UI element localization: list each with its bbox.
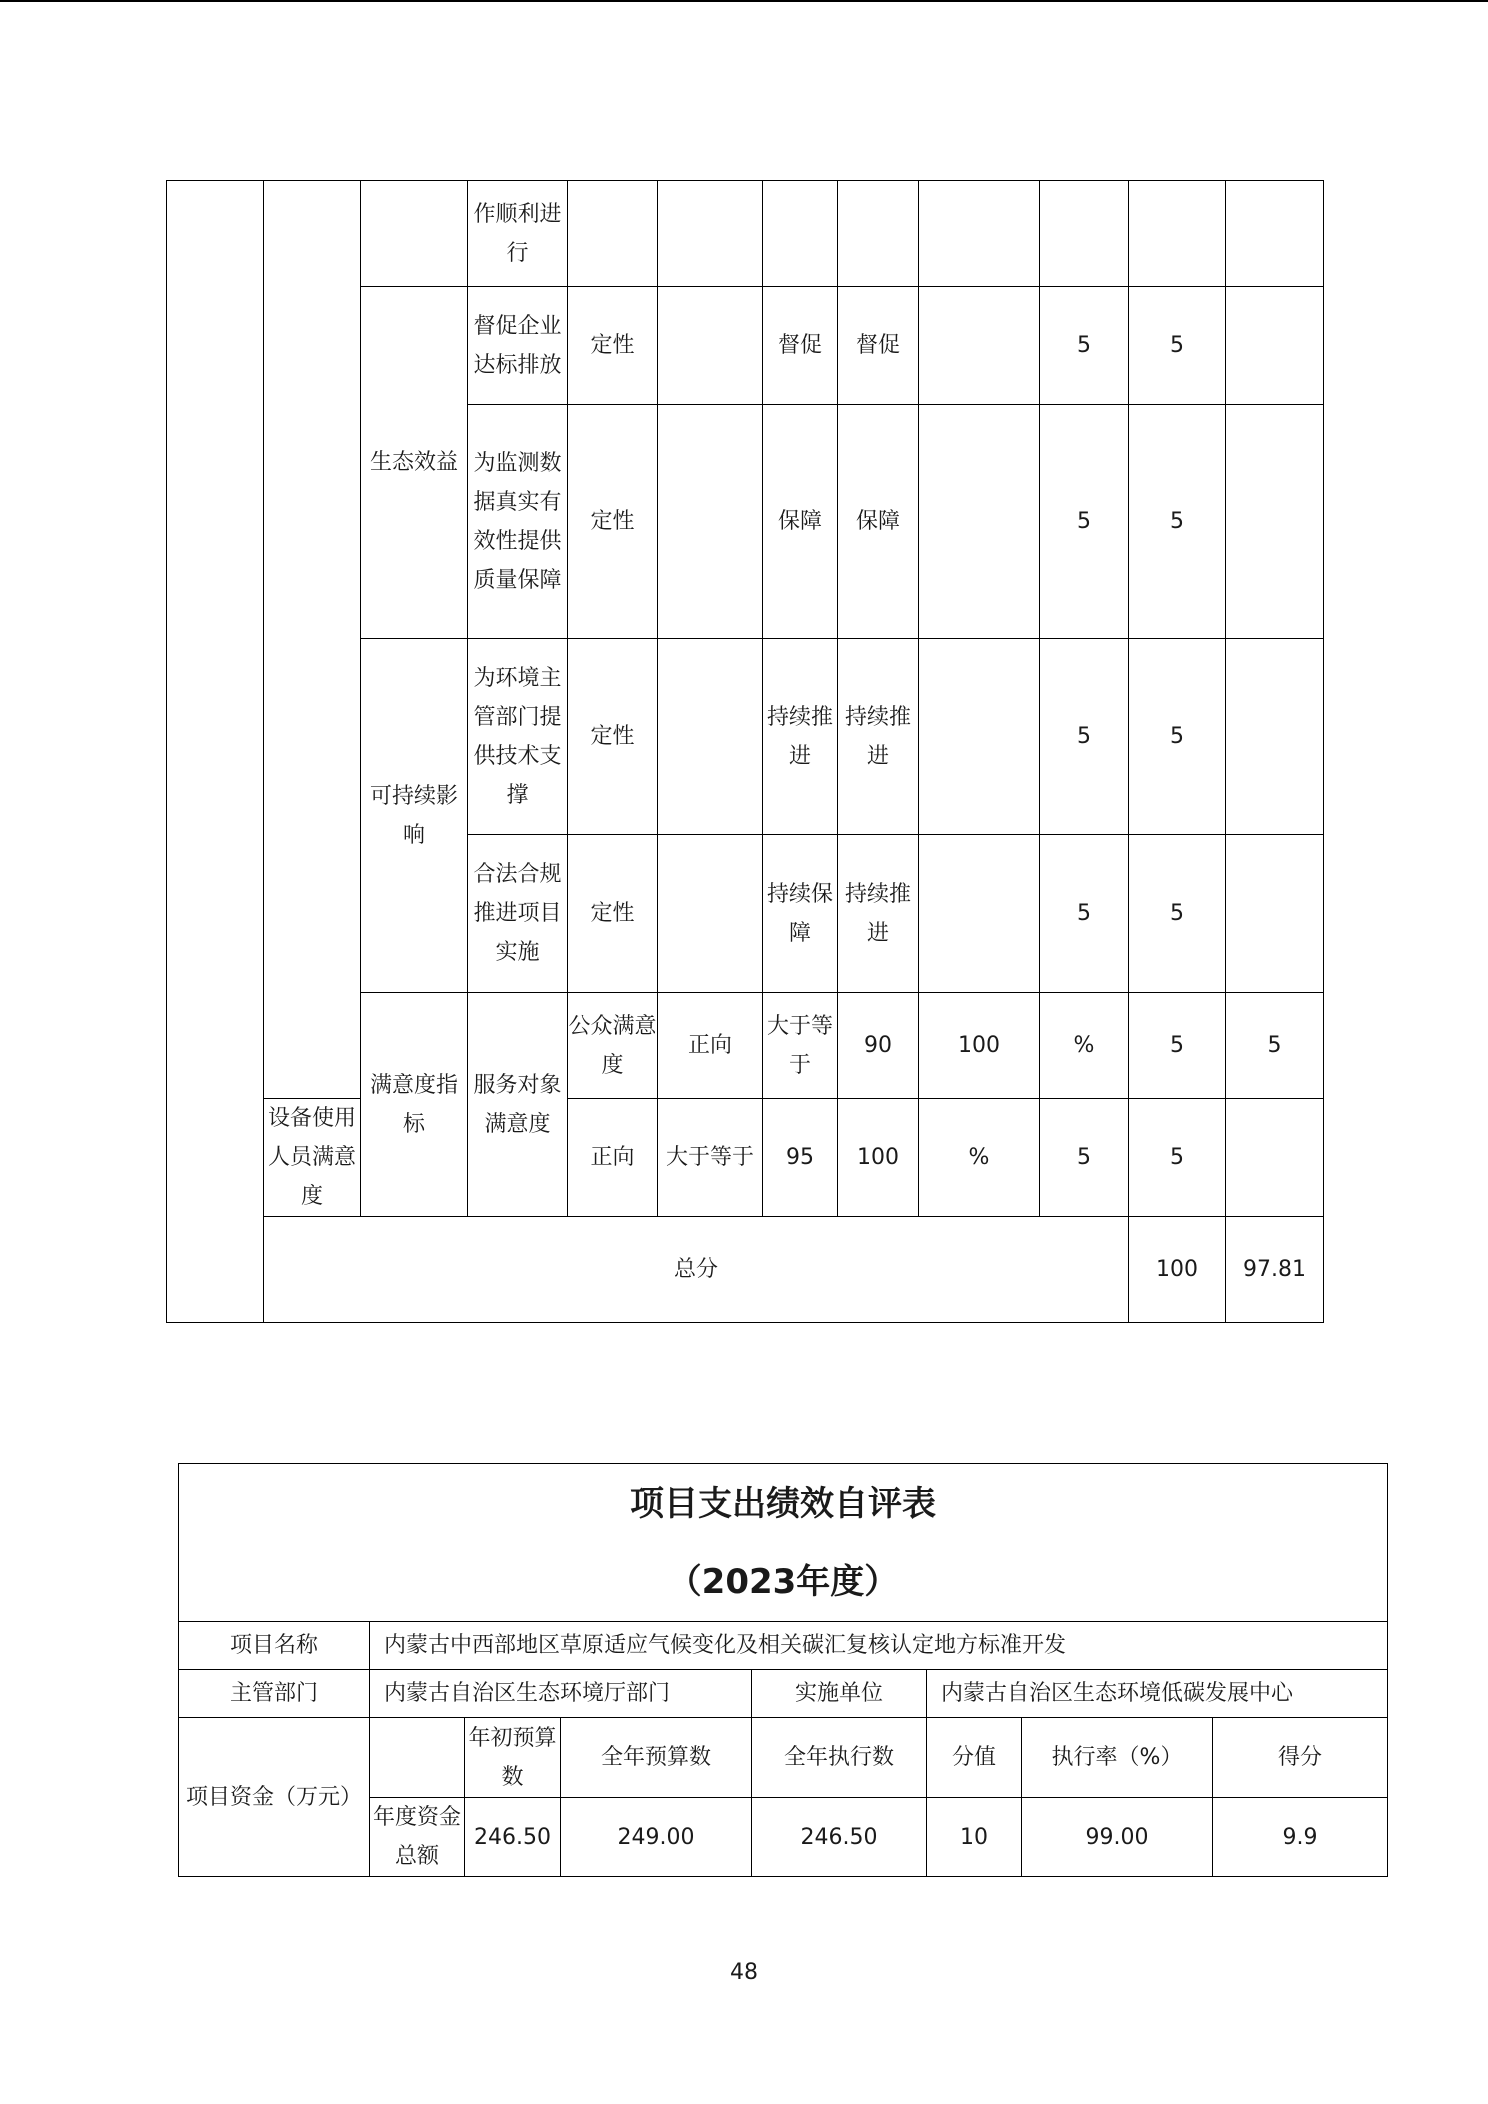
project-name-value: 内蒙古中西部地区草原适应气候变化及相关碳汇复核认定地方标准开发 [370,1622,1388,1670]
value-full: 249.00 [561,1798,752,1877]
page-top-border [0,0,1488,2]
table-row [167,181,1324,287]
value-initial: 246.50 [465,1798,561,1877]
total-weight: 100 [1129,1217,1226,1323]
header-points: 分值 [927,1718,1022,1798]
indicator-cell: 公众满意度 [568,993,658,1099]
indicator-cell: 合法合规推进项目实施 [468,835,568,993]
indicator-cell: 作顺利进行 [468,181,568,287]
category-eco: 生态效益 [361,287,468,639]
table-row: 生态效益 督促企业达标排放 定性 督促 督促 5 5 [167,287,1324,405]
table-row: 满意度指标 服务对象满意度 公众满意度 正向 大于等于 90 100 % 5 5 [167,993,1324,1099]
indicator-cell: 为监测数据真实有效性提供质量保障 [468,405,568,639]
value-rate: 99.00 [1022,1798,1213,1877]
category-satisfaction: 服务对象满意度 [468,993,568,1217]
category-sustain: 可持续影响 [361,639,468,993]
total-score: 97.81 [1226,1217,1324,1323]
header-exec: 全年执行数 [752,1718,927,1798]
indicator-cell: 为环境主管部门提供技术支撑 [468,639,568,835]
value-exec: 246.50 [752,1798,927,1877]
header-initial: 年初预算数 [465,1718,561,1798]
page-number: 48 [730,1960,758,1985]
header-full: 全年预算数 [561,1718,752,1798]
header-rate: 执行率（%） [1022,1718,1213,1798]
level1-cell [167,181,264,1323]
performance-indicator-table [166,180,1324,1323]
impl-label: 实施单位 [752,1670,927,1718]
table-row: 设备使用人员满意度 正向 大于等于 95 100 % 5 5 [167,1099,1324,1217]
level2-cell [264,181,361,1099]
dept-value: 内蒙古自治区生态环境厅部门 [370,1670,752,1718]
title-row [179,1464,1388,1622]
expenditure-self-eval-table [178,1463,1388,1877]
total-label: 总分 [264,1217,1129,1323]
impl-value: 内蒙古自治区生态环境低碳发展中心 [927,1670,1388,1718]
table-row [179,1622,1388,1670]
form-subtitle: （2023年度） [667,1561,899,1602]
table-row: 可持续影响 为环境主管部门提供技术支撑 定性 持续推进 持续推进 5 5 [167,639,1324,835]
value-score: 9.9 [1213,1798,1388,1877]
indicator-cell: 督促企业达标排放 [468,287,568,405]
category-cell [361,181,468,287]
table-row: 为监测数据真实有效性提供质量保障 定性 保障 保障 5 5 [167,405,1324,639]
funds-label: 项目资金（万元） [179,1718,370,1877]
project-name-label: 项目名称 [179,1622,370,1670]
total-row [167,1217,1324,1323]
form-title: 项目支出绩效自评表 [630,1483,936,1524]
table-row [179,1718,1388,1798]
value-points: 10 [927,1798,1022,1877]
indicator-cell: 设备使用人员满意度 [264,1099,361,1217]
header-score: 得分 [1213,1718,1388,1798]
row-label: 年度资金总额 [370,1798,465,1877]
dept-label: 主管部门 [179,1670,370,1718]
level2-satisfaction: 满意度指标 [361,993,468,1217]
table-row: 合法合规推进项目实施 定性 持续保障 持续推进 5 5 [167,835,1324,993]
table-row [179,1670,1388,1718]
